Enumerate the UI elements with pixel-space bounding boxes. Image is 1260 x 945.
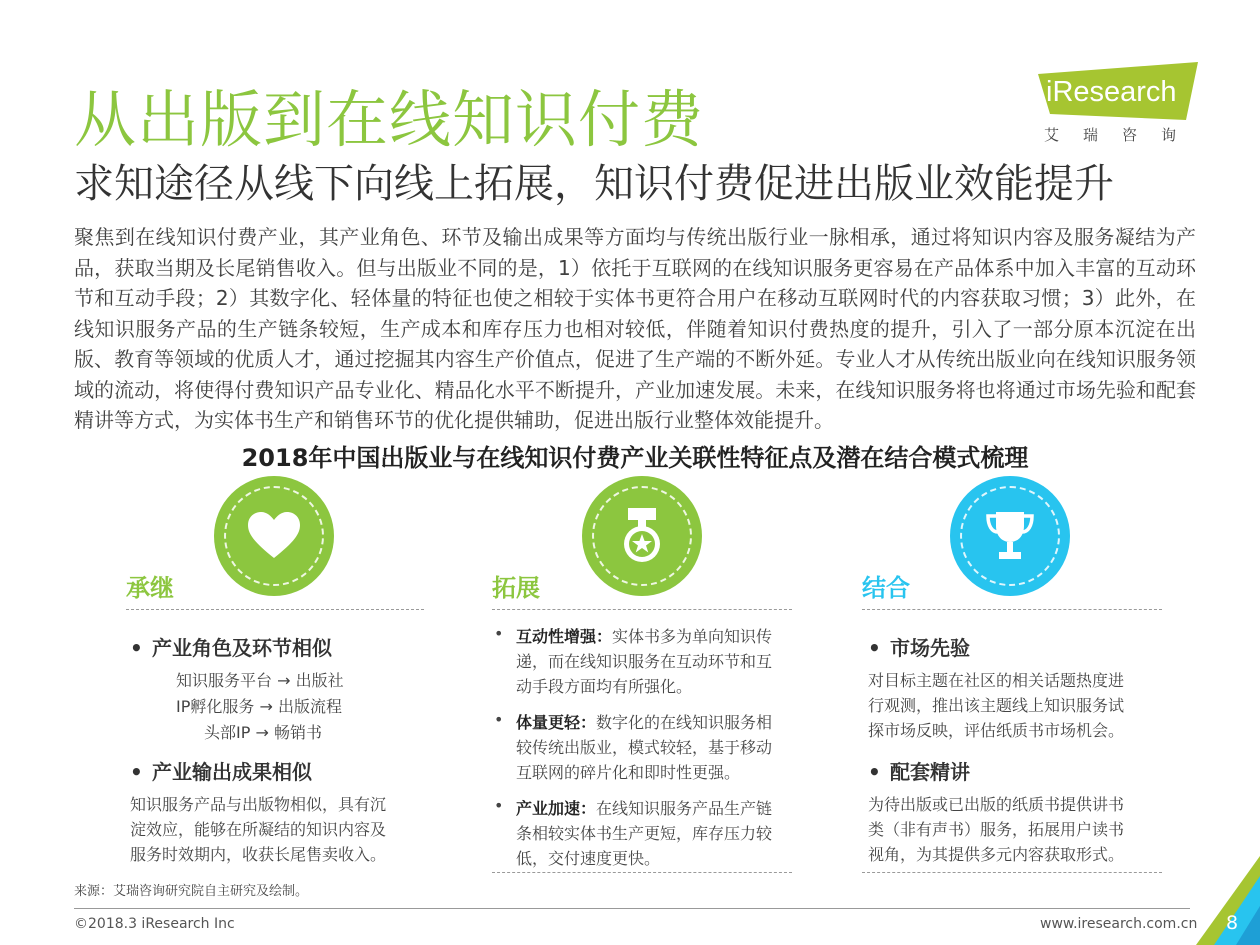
expand-item-3-line: 低，交付速度更快。	[516, 849, 661, 868]
combine-para1-line: 行观测，推出该主题线上知识服务试	[868, 696, 1125, 715]
footer-divider	[74, 908, 1190, 909]
expand-item-2-line: 较传统出版业，模式较轻，基于移动	[516, 738, 773, 757]
column-divider	[492, 609, 792, 610]
mapping-line: 知识服务平台 → 出版社	[176, 671, 344, 690]
expand-item-1-line: 动手段方面均有所强化。	[516, 677, 693, 696]
inherit-para-line: 知识服务产品与出版物相似，具有沉	[130, 795, 387, 814]
logo-brand-text: iResearch	[1046, 76, 1177, 108]
expand-item-3-line: 条相较实体书生产更短，库存压力较	[516, 824, 773, 843]
medal-icon	[612, 506, 672, 566]
column-divider	[862, 609, 1162, 610]
column-combine-heading: 结合	[862, 574, 910, 602]
logo-chinese-text: 艾瑞咨询	[1044, 126, 1201, 144]
column-expand	[492, 568, 792, 610]
expand-item-1-text: 实体书多为单向知识传	[612, 627, 773, 646]
expand-item-1-label: 互动性增强：	[516, 627, 613, 646]
source-note: 来源：艾瑞咨询研究院自主研究及绘制。	[74, 884, 309, 899]
combine-para1-line: 探市场反映，评估纸质书市场机会。	[868, 721, 1125, 740]
page-title: 从出版到在线知识付费	[74, 83, 705, 156]
inherit-para-line: 服务时效期内，收获长尾售卖收入。	[130, 845, 387, 864]
inherit-para-line: 淀效应，能够在所凝结的知识内容及	[130, 820, 387, 839]
page-number: 8	[1226, 912, 1239, 934]
page-subtitle: 求知途径从线下向线上拓展，知识付费促进出版业效能提升	[74, 161, 1114, 207]
bullet-role-similar: • 产业角色及环节相似	[130, 636, 332, 660]
bullet-dot: •	[494, 710, 504, 729]
expand-item-2-line: 互联网的碎片化和即时性更强。	[516, 763, 741, 782]
column-divider	[126, 609, 424, 610]
mapping-line: IP孵化服务 → 出版流程	[176, 697, 342, 716]
bullet-dot: •	[494, 624, 504, 643]
iresearch-logo	[1038, 62, 1201, 146]
bullet-market-test: • 市场先验	[868, 636, 970, 660]
column-bottom-divider	[492, 872, 792, 873]
bullet-role-similar-label: 产业角色及环节相似	[152, 636, 332, 660]
expand-item-3-text: 在线知识服务产品生产链	[596, 799, 773, 818]
combine-para2-line: 视角，为其提供多元内容获取形式。	[868, 845, 1125, 864]
column-expand-heading: 拓展	[492, 574, 540, 602]
section-title: 2018年中国出版业与在线知识付费产业关联性特征点及潜在结合模式梳理	[241, 444, 1029, 472]
column-combine	[862, 568, 1162, 610]
bullet-companion-lecture: • 配套精讲	[868, 760, 970, 784]
bullet-dot: •	[494, 796, 504, 815]
column-inherit	[126, 568, 424, 610]
bullet-output-similar-label: 产业输出成果相似	[152, 760, 312, 784]
intro-paragraph: 聚焦到在线知识付费产业，其产业角色、环节及输出成果等方面均与传统出版行业一脉相承，通过将知识内容及服务凝结为产品，获取当期及长尾销售收入。但与出版业不同的是，1）依托于互联网的在线知识服务更容易在产品体系中加入丰富的互动环节和互动手段；2）其数字化、轻体量的特征也使之相较于实体书更符合用户在移动互联网时代的内容获取习惯；3）此外，在线知识服务产品的生产链条较短，生产成本和库存压力也相对较低，伴随着知识付费热度的提升，引入了一部分原本沉淀在出版、教育等领域的优质人才，通过挖掘其内容生产价值点，促进了生产端的不断外延。专业人才从传统出版业向在线知识服务领域的流动，将使得付费知识产品专业化、精品化水平不断提升，产业加速发展。未来，在线知识服务将也将通过市场先验和配套精讲等方式，为实体书生产和销售环节的优化提供辅助，促进出版行业整体效能提升。	[74, 225, 1196, 432]
expand-item-3-label: 产业加速：	[516, 799, 597, 818]
combine-para1-line: 对目标主题在社区的相关话题热度进	[868, 671, 1125, 690]
expand-item-2-line	[516, 710, 772, 733]
column-inherit-heading: 承继	[126, 574, 174, 602]
mapping-line: 头部IP → 畅销书	[204, 723, 322, 742]
trophy-icon	[980, 506, 1040, 566]
bullet-market-test-label: 市场先验	[890, 636, 970, 660]
combine-para2-line: 为待出版或已出版的纸质书提供讲书	[868, 795, 1125, 814]
bullet-output-similar: • 产业输出成果相似	[130, 760, 312, 784]
expand-item-2-label: 体量更轻：	[516, 713, 597, 732]
expand-item-2-text: 数字化的在线知识服务相	[596, 713, 773, 732]
expand-item-1-line: 递，而在线知识服务在互动环节和互	[516, 652, 773, 671]
expand-item-1-line	[516, 624, 772, 647]
copyright-text: ©2018.3 iResearch Inc	[74, 916, 235, 932]
column-bottom-divider	[862, 872, 1162, 873]
heart-icon	[244, 506, 304, 566]
expand-item-3-line	[516, 796, 772, 819]
website-link[interactable]: www.iresearch.com.cn	[1040, 916, 1198, 932]
bullet-companion-lecture-label: 配套精讲	[890, 760, 970, 784]
combine-para2-line: 类（非有声书）服务，拓展用户读书	[868, 820, 1125, 839]
